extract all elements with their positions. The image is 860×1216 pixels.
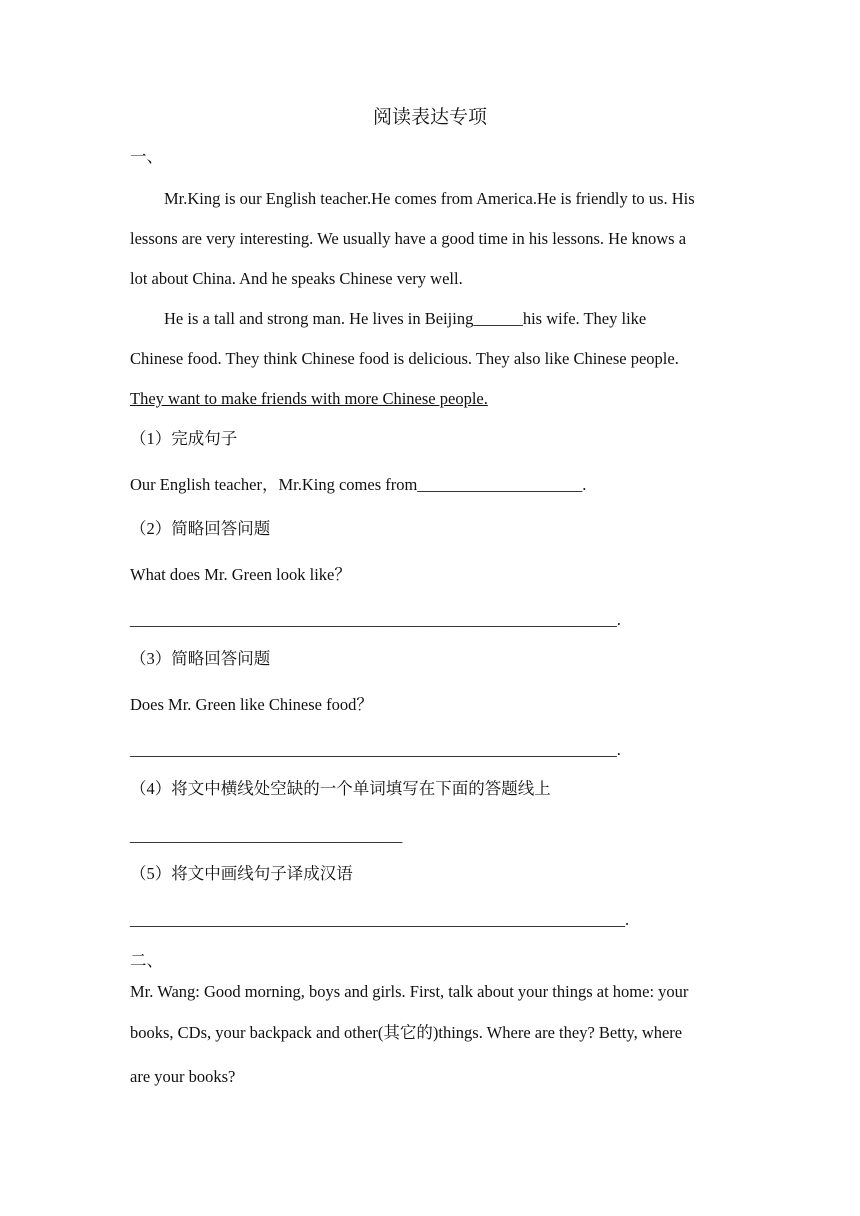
- section-2-label: 二、: [130, 951, 163, 970]
- section-1-label: 一、: [130, 147, 163, 166]
- passage-2-line-1: Mr. Wang: Good morning, boys and girls. First, talk about your things at home: your: [130, 982, 689, 1001]
- question-2-text: What does Mr. Green look like？: [130, 565, 351, 584]
- page-title: 阅读表达专项: [372, 107, 487, 128]
- question-3-answer-line: ___________________________________________________________.: [130, 740, 621, 759]
- question-5-answer-line: ____________________________________________________________.: [130, 910, 630, 929]
- passage-1-line-1: Mr.King is our English teacher.He comes from America.He is friendly to us. His: [164, 189, 695, 208]
- question-3-heading: （3）简略回答问题: [130, 649, 271, 668]
- passage-1-line-4: He is a tall and strong man. He lives in Beijing______his wife. They like: [164, 309, 647, 328]
- passage-1-line-5: Chinese food. They think Chinese food is delicious. They also like Chinese people.: [130, 349, 679, 368]
- underlined-sentence: They want to make friends with more Chinese people.: [130, 389, 488, 408]
- question-4-answer-line: _________________________________: [130, 826, 403, 845]
- passage-2-line-3: are your books?: [130, 1067, 236, 1086]
- passage-1-line-3: lot about China. And he speaks Chinese very well.: [130, 269, 463, 288]
- passage-2-line-2: books, CDs, your backpack and other(其它的)things. Where are they? Betty, where: [130, 1023, 683, 1042]
- question-2-heading: （2）简略回答问题: [130, 519, 271, 538]
- question-1-heading: （1）完成句子: [130, 429, 238, 448]
- question-2-answer-line: ___________________________________________________________.: [130, 610, 621, 629]
- question-5-heading: （5）将文中画线句子译成汉语: [130, 864, 353, 883]
- passage-1-line-2: lessons are very interesting. We usually have a good time in his lessons. He knows a: [130, 229, 687, 248]
- question-4-heading: （4）将文中横线处空缺的一个单词填写在下面的答题线上: [130, 779, 551, 798]
- question-3-text: Does Mr. Green like Chinese food？: [130, 695, 373, 714]
- question-1-text: Our English teacher，Mr.King comes from____________________.: [130, 475, 587, 494]
